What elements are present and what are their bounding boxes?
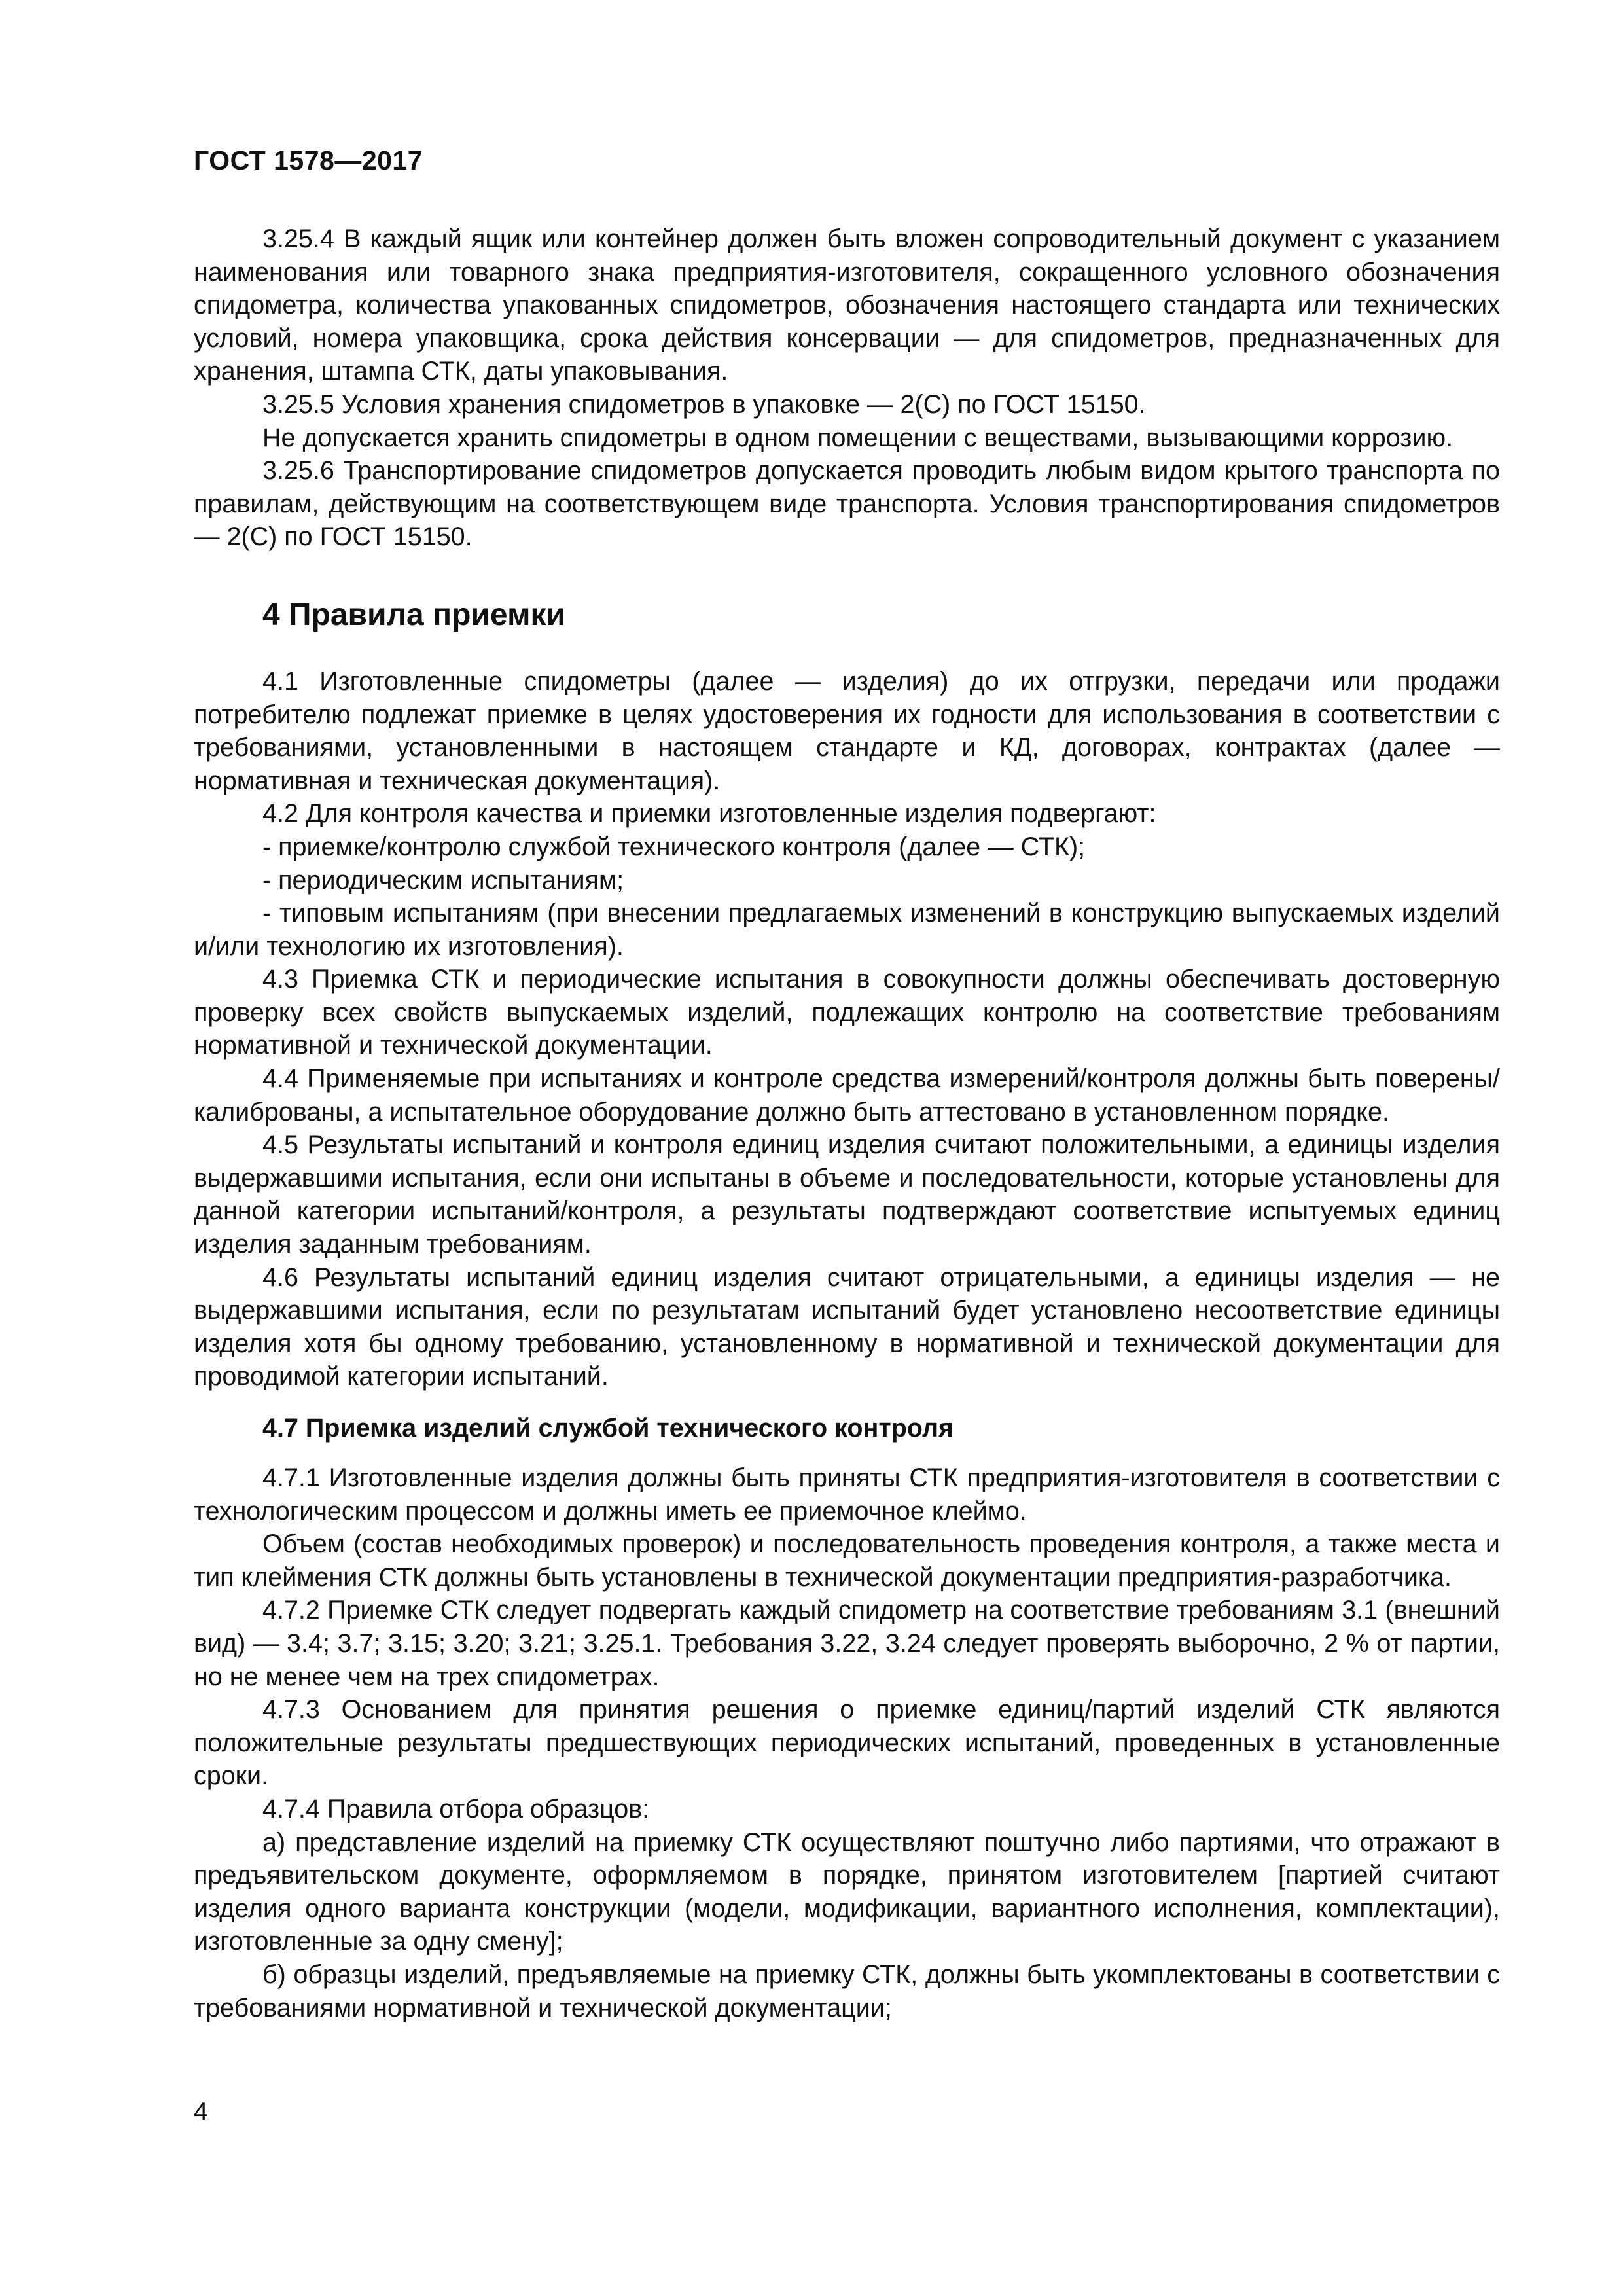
section-4-7-heading: 4.7 Приемка изделий службой технического контроля (262, 1414, 954, 1443)
paragraph-4-7-4: 4.7.4 Правила отбора образцов: (262, 1794, 650, 1823)
list-item: - типовым испытаниям (при внесении предлагаемых изменений в конструкцию выпускаемых изделий и/или технологию их изготовления). (194, 899, 1500, 961)
paragraph-4-7-1-scope: Объем (состав необходимых проверок) и последовательность проведения контроля, а также места и тип клеймения СТК должны быть установлены в технической документации предприятия-разработчика. (194, 1530, 1500, 1592)
page-number: 4 (194, 2098, 208, 2126)
paragraph-4-2: 4.2 Для контроля качества и приемки изготовленные изделия подвергают: (262, 799, 1156, 829)
paragraph-4-7-4-a: а) представление изделий на приемку СТК осуществляют поштучно либо партиями, что отражают в предъявительском документе, оформляемом в порядке, принятом изготовителем [партией считают изделия одного варианта конструкции (модели, модификации, вариантного исполнения, комплектации), изготовленные за одну смену]; (194, 1827, 1500, 1956)
paragraph-4-6: 4.6 Результаты испытаний единиц изделия считают отрицательными, а единицы изделия — не выдержавшими испытания, если по результатам испытаний будет установлено несоответствие единицы изделия хотя бы одному требованию, установленному в нормативной и технической документации для проводимой категории испытаний. (194, 1263, 1500, 1391)
paragraph-4-4: 4.4 Применяемые при испытаниях и контроле средства измерений/контроля должны быть поверены/калиброваны, а испытательное оборудование должно быть аттестовано в установленном порядке. (194, 1064, 1500, 1126)
section-4-heading: 4 Правила приемки (262, 597, 566, 632)
paragraph-3-25-6: 3.25.6 Транспортирование спидометров допускается проводить любым видом крытого транспорта по правилам, действующим на соответствующем виде транспорта. Условия транспортирования спидометров — 2(С) по ГОСТ 15150. (194, 456, 1500, 552)
paragraph-4-3: 4.3 Приемка СТК и периодические испытания в совокупности должны обеспечивать достоверную проверку всех свойств выпускаемых изделий, подлежащих контролю на соответствие требованиям нормативной и технической документации. (194, 965, 1500, 1060)
paragraph-3-25-5: 3.25.5 Условия хранения спидометров в упаковке — 2(С) по ГОСТ 15150. (262, 389, 1146, 419)
list-item: - периодическим испытаниям; (262, 865, 624, 895)
document-header: ГОСТ 1578—2017 (194, 145, 423, 175)
paragraph-4-1: 4.1 Изготовленные спидометры (далее — изделия) до их отгрузки, передачи или продажи потребителю подлежат приемке в целях удостоверения их годности для использования в соответствии с требованиями, установленными в настоящем стандарте и КД, договорах, контрактах (далее — нормативная и техническая документация). (194, 666, 1500, 795)
page-content (194, 223, 1500, 2024)
list-item: - приемке/контролю службой технического контроля (далее — СТК); (262, 832, 1086, 861)
paragraph-3-25-4: 3.25.4 В каждый ящик или контейнер должен быть вложен сопроводительный документ с указанием наименования или товарного знака предприятия-изготовителя, сокращенного условного обозначения спидометра, количества упакованных спидометров, обозначения настоящего стандарта или технических условий, номера упаковщика, срока действия консервации — для спидометров, предназначенных для хранения, штампа СТК, даты упаковывания. (194, 224, 1500, 386)
paragraph-4-7-2: 4.7.2 Приемке СТК следует подвергать каждый спидометр на соответствие требованиям 3.1 (внешний вид) — 3.4; 3.7; 3.15; 3.20; 3.21; 3.25.1. Требования 3.22, 3.24 следует проверять выборочно, 2 % от партии, но не менее чем на трех спидометрах. (194, 1596, 1500, 1691)
paragraph-4-7-3: 4.7.3 Основанием для принятия решения о приемке единиц/партий изделий СТК являются положительные результаты предшествующих периодических испытаний, проведенных в установленные сроки. (194, 1695, 1500, 1791)
paragraph-storage-note: Не допускается хранить спидометры в одном помещении с веществами, вызывающими коррозию. (262, 423, 1454, 452)
paragraph-4-7-4-b: б) образцы изделий, предъявляемые на приемку СТК, должны быть укомплектованы в соответствии с требованиями нормативной и технической документации; (194, 1960, 1500, 2022)
paragraph-4-5: 4.5 Результаты испытаний и контроля единиц изделия считают положительными, а единицы изделия выдержавшими испытания, если они испытаны в объеме и последовательности, которые установлены для данной категории испытаний/контроля, а результаты подтверждают соответствие испытуемых единиц изделия заданным требованиям. (194, 1130, 1500, 1259)
paragraph-4-7-1: 4.7.1 Изготовленные изделия должны быть приняты СТК предприятия-изготовителя в соответствии с технологическим процессом и должны иметь ее приемочное клеймо. (194, 1463, 1500, 1526)
